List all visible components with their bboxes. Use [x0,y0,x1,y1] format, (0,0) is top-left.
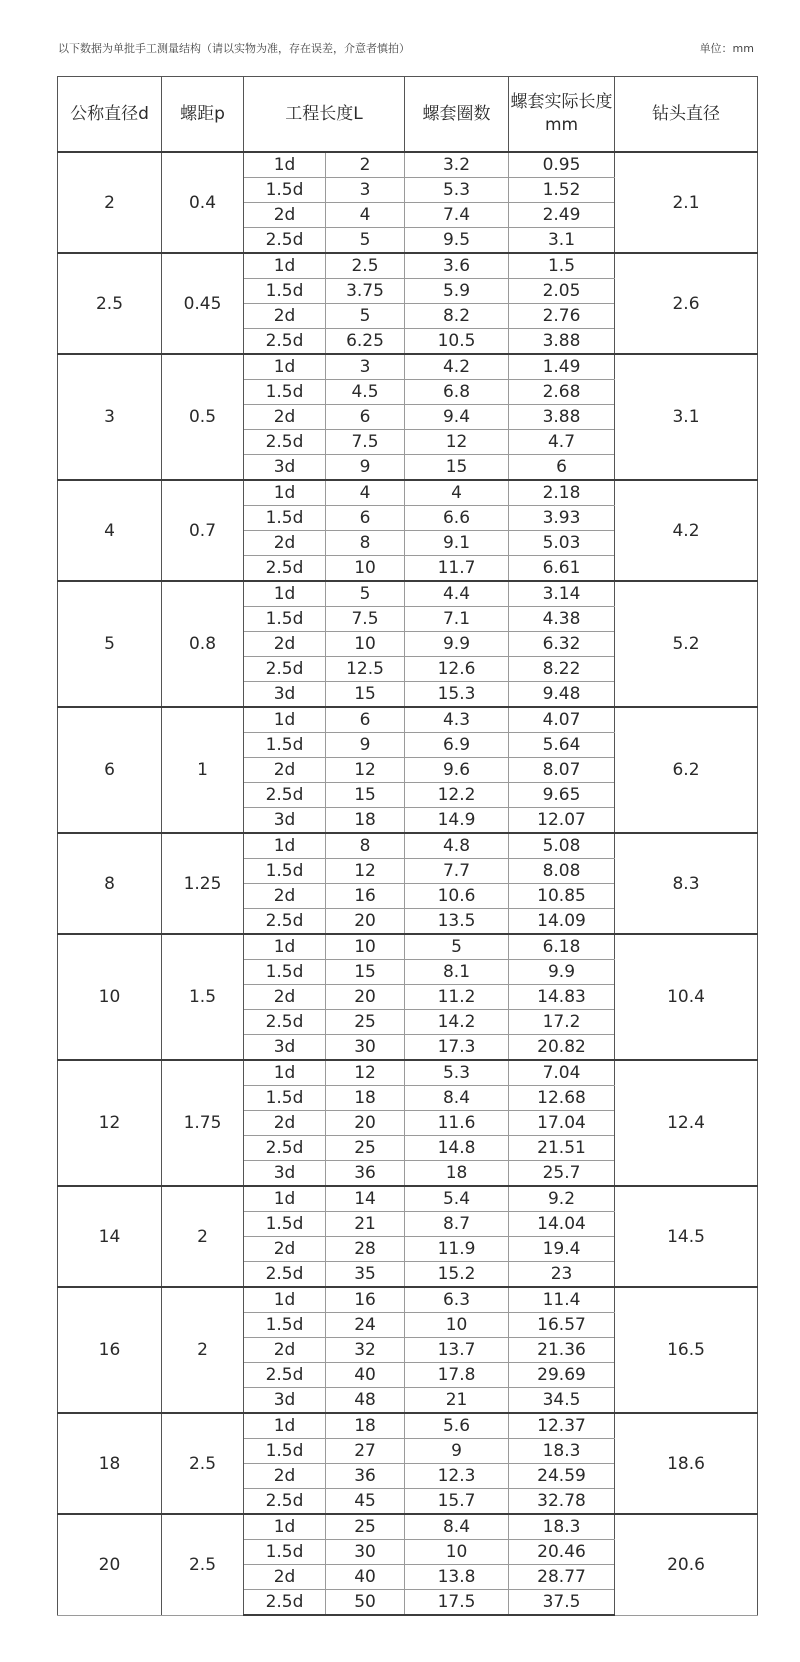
engineering-length-cell: 25 [326,1136,405,1161]
engineering-length-cell: 14 [326,1186,405,1212]
actual-length-cell: 24.59 [509,1464,615,1489]
actual-length-cell: 16.57 [509,1313,615,1338]
table-row [58,480,758,506]
actual-length-cell: 9.9 [509,960,615,985]
drill-diameter-cell: 20.6 [615,1514,758,1615]
length-multiple-cell: 3d [244,1035,326,1061]
coil-count-cell: 7.1 [405,607,509,632]
actual-length-cell: 9.2 [509,1186,615,1212]
engineering-length-cell: 35 [326,1262,405,1288]
pitch-cell: 2 [162,1287,244,1413]
actual-length-cell: 5.64 [509,733,615,758]
coil-count-cell: 13.8 [405,1565,509,1590]
length-multiple-cell: 1d [244,1060,326,1086]
coil-count-cell: 9.5 [405,228,509,254]
coil-count-cell: 10.5 [405,329,509,355]
engineering-length-cell: 3.75 [326,279,405,304]
coil-count-cell: 18 [405,1161,509,1187]
actual-length-cell: 5.03 [509,531,615,556]
length-multiple-cell: 3d [244,1388,326,1414]
length-multiple-cell: 1.5d [244,1439,326,1464]
actual-length-cell: 21.51 [509,1136,615,1161]
drill-diameter-cell: 2.1 [615,152,758,253]
coil-count-cell: 15.3 [405,682,509,708]
actual-length-cell: 20.82 [509,1035,615,1061]
engineering-length-cell: 40 [326,1565,405,1590]
pitch-cell: 1.5 [162,934,244,1060]
actual-length-cell: 1.52 [509,178,615,203]
coil-count-cell: 15 [405,455,509,481]
table-row [58,1413,758,1439]
header-coil-count: 螺套圈数 [405,77,509,153]
length-multiple-cell: 2d [244,1565,326,1590]
actual-length-cell: 6 [509,455,615,481]
engineering-length-cell: 2.5 [326,253,405,279]
pitch-cell: 0.4 [162,152,244,253]
length-multiple-cell: 1d [244,1287,326,1313]
coil-count-cell: 9.4 [405,405,509,430]
pitch-cell: 2.5 [162,1514,244,1615]
actual-length-cell: 29.69 [509,1363,615,1388]
engineering-length-cell: 10 [326,934,405,960]
length-multiple-cell: 1.5d [244,506,326,531]
coil-count-cell: 12.3 [405,1464,509,1489]
nominal-diameter-cell: 2 [58,152,162,253]
drill-diameter-cell: 6.2 [615,707,758,833]
coil-count-cell: 4.3 [405,707,509,733]
engineering-length-cell: 40 [326,1363,405,1388]
drill-diameter-cell: 3.1 [615,354,758,480]
coil-count-cell: 6.6 [405,506,509,531]
length-multiple-cell: 1.5d [244,1212,326,1237]
engineering-length-cell: 12 [326,859,405,884]
length-multiple-cell: 1.5d [244,1540,326,1565]
engineering-length-cell: 28 [326,1237,405,1262]
coil-count-cell: 8.7 [405,1212,509,1237]
length-multiple-cell: 2d [244,758,326,783]
length-multiple-cell: 2.5d [244,329,326,355]
actual-length-cell: 4.38 [509,607,615,632]
header-drill-diameter: 钻头直径 [615,77,758,153]
table-row [58,581,758,607]
actual-length-cell: 3.93 [509,506,615,531]
length-multiple-cell: 1.5d [244,607,326,632]
actual-length-cell: 6.61 [509,556,615,582]
engineering-length-cell: 18 [326,808,405,834]
actual-length-cell: 14.09 [509,909,615,935]
length-multiple-cell: 1d [244,1514,326,1540]
actual-length-cell: 37.5 [509,1590,615,1616]
actual-length-cell: 11.4 [509,1287,615,1313]
engineering-length-cell: 6 [326,405,405,430]
length-multiple-cell: 2.5d [244,1590,326,1616]
engineering-length-cell: 4.5 [326,380,405,405]
coil-count-cell: 5.9 [405,279,509,304]
actual-length-cell: 3.1 [509,228,615,254]
engineering-length-cell: 8 [326,531,405,556]
length-multiple-cell: 3d [244,682,326,708]
length-multiple-cell: 3d [244,455,326,481]
actual-length-cell: 1.5 [509,253,615,279]
engineering-length-cell: 9 [326,455,405,481]
engineering-length-cell: 5 [326,581,405,607]
coil-count-cell: 5.6 [405,1413,509,1439]
coil-count-cell: 17.8 [405,1363,509,1388]
coil-count-cell: 10 [405,1540,509,1565]
actual-length-cell: 8.08 [509,859,615,884]
coil-count-cell: 8.4 [405,1086,509,1111]
engineering-length-cell: 6 [326,506,405,531]
coil-count-cell: 17.3 [405,1035,509,1061]
nominal-diameter-cell: 10 [58,934,162,1060]
coil-count-cell: 3.6 [405,253,509,279]
drill-diameter-cell: 12.4 [615,1060,758,1186]
pitch-cell: 0.45 [162,253,244,354]
actual-length-cell: 8.07 [509,758,615,783]
header-actual-length: 螺套实际长度mm [509,77,615,153]
actual-length-cell: 17.04 [509,1111,615,1136]
length-multiple-cell: 2.5d [244,783,326,808]
engineering-length-cell: 18 [326,1086,405,1111]
length-multiple-cell: 2.5d [244,1489,326,1515]
table-row [58,707,758,733]
engineering-length-cell: 24 [326,1313,405,1338]
engineering-length-cell: 16 [326,884,405,909]
table-row [58,1060,758,1086]
length-multiple-cell: 3d [244,808,326,834]
pitch-cell: 1.75 [162,1060,244,1186]
drill-diameter-cell: 2.6 [615,253,758,354]
length-multiple-cell: 2.5d [244,909,326,935]
actual-length-cell: 1.49 [509,354,615,380]
length-multiple-cell: 1d [244,354,326,380]
engineering-length-cell: 15 [326,682,405,708]
actual-length-cell: 2.18 [509,480,615,506]
engineering-length-cell: 7.5 [326,607,405,632]
coil-count-cell: 7.4 [405,203,509,228]
drill-diameter-cell: 16.5 [615,1287,758,1413]
table-row [58,1287,758,1313]
engineering-length-cell: 25 [326,1514,405,1540]
actual-length-cell: 23 [509,1262,615,1288]
length-multiple-cell: 2d [244,884,326,909]
engineering-length-cell: 4 [326,480,405,506]
engineering-length-cell: 15 [326,783,405,808]
actual-length-cell: 34.5 [509,1388,615,1414]
engineering-length-cell: 30 [326,1035,405,1061]
actual-length-cell: 6.32 [509,632,615,657]
actual-length-cell: 9.65 [509,783,615,808]
actual-length-cell: 10.85 [509,884,615,909]
nominal-diameter-cell: 8 [58,833,162,934]
length-multiple-cell: 1d [244,833,326,859]
pitch-cell: 1.25 [162,833,244,934]
coil-count-cell: 14.2 [405,1010,509,1035]
engineering-length-cell: 6 [326,707,405,733]
actual-length-cell: 4.07 [509,707,615,733]
pitch-cell: 2.5 [162,1413,244,1514]
length-multiple-cell: 2.5d [244,430,326,455]
spec-table [57,76,758,1616]
drill-diameter-cell: 10.4 [615,934,758,1060]
engineering-length-cell: 18 [326,1413,405,1439]
actual-length-cell: 17.2 [509,1010,615,1035]
actual-length-cell: 12.68 [509,1086,615,1111]
coil-count-cell: 11.9 [405,1237,509,1262]
length-multiple-cell: 2d [244,304,326,329]
actual-length-cell: 12.07 [509,808,615,834]
table-row [58,833,758,859]
length-multiple-cell: 2d [244,1464,326,1489]
actual-length-cell: 2.68 [509,380,615,405]
engineering-length-cell: 3 [326,354,405,380]
coil-count-cell: 12 [405,430,509,455]
length-multiple-cell: 1.5d [244,859,326,884]
engineering-length-cell: 30 [326,1540,405,1565]
pitch-cell: 1 [162,707,244,833]
actual-length-cell: 6.18 [509,934,615,960]
engineering-length-cell: 10 [326,556,405,582]
engineering-length-cell: 32 [326,1338,405,1363]
table-row [58,253,758,279]
nominal-diameter-cell: 2.5 [58,253,162,354]
actual-length-cell: 4.7 [509,430,615,455]
length-multiple-cell: 1d [244,1186,326,1212]
coil-count-cell: 9.9 [405,632,509,657]
length-multiple-cell: 2.5d [244,1010,326,1035]
coil-count-cell: 11.2 [405,985,509,1010]
length-multiple-cell: 2d [244,405,326,430]
length-multiple-cell: 1d [244,1413,326,1439]
drill-diameter-cell: 18.6 [615,1413,758,1514]
engineering-length-cell: 16 [326,1287,405,1313]
nominal-diameter-cell: 18 [58,1413,162,1514]
coil-count-cell: 8.1 [405,960,509,985]
coil-count-cell: 8.2 [405,304,509,329]
coil-count-cell: 15.2 [405,1262,509,1288]
unit-label: 单位：mm [699,42,754,55]
engineering-length-cell: 50 [326,1590,405,1616]
nominal-diameter-cell: 6 [58,707,162,833]
actual-length-cell: 8.22 [509,657,615,682]
engineering-length-cell: 36 [326,1464,405,1489]
engineering-length-cell: 27 [326,1439,405,1464]
engineering-length-cell: 5 [326,304,405,329]
coil-count-cell: 14.9 [405,808,509,834]
actual-length-cell: 7.04 [509,1060,615,1086]
length-multiple-cell: 2d [244,531,326,556]
length-multiple-cell: 1.5d [244,733,326,758]
drill-diameter-cell: 4.2 [615,480,758,581]
nominal-diameter-cell: 20 [58,1514,162,1615]
header-nominal-diameter: 公称直径d [58,77,162,153]
measurement-note: 以下数据为单批手工测量结构（请以实物为准，存在误差，介意者慎拍） [58,42,410,55]
engineering-length-cell: 2 [326,152,405,178]
nominal-diameter-cell: 12 [58,1060,162,1186]
length-multiple-cell: 1.5d [244,960,326,985]
engineering-length-cell: 12.5 [326,657,405,682]
engineering-length-cell: 9 [326,733,405,758]
length-multiple-cell: 2.5d [244,657,326,682]
length-multiple-cell: 1.5d [244,1086,326,1111]
length-multiple-cell: 1d [244,152,326,178]
drill-diameter-cell: 5.2 [615,581,758,707]
actual-length-cell: 21.36 [509,1338,615,1363]
length-multiple-cell: 2d [244,985,326,1010]
coil-count-cell: 11.6 [405,1111,509,1136]
pitch-cell: 0.7 [162,480,244,581]
engineering-length-cell: 25 [326,1010,405,1035]
length-multiple-cell: 2d [244,1237,326,1262]
table-row [58,934,758,960]
actual-length-cell: 2.76 [509,304,615,329]
actual-length-cell: 25.7 [509,1161,615,1187]
engineering-length-cell: 36 [326,1161,405,1187]
engineering-length-cell: 20 [326,985,405,1010]
actual-length-cell: 20.46 [509,1540,615,1565]
coil-count-cell: 12.6 [405,657,509,682]
drill-diameter-cell: 8.3 [615,833,758,934]
length-multiple-cell: 2.5d [244,1262,326,1288]
actual-length-cell: 19.4 [509,1237,615,1262]
length-multiple-cell: 2.5d [244,1363,326,1388]
actual-length-cell: 3.88 [509,329,615,355]
coil-count-cell: 5.3 [405,178,509,203]
actual-length-cell: 3.14 [509,581,615,607]
coil-count-cell: 21 [405,1388,509,1414]
coil-count-cell: 11.7 [405,556,509,582]
actual-length-cell: 14.83 [509,985,615,1010]
coil-count-cell: 9.1 [405,531,509,556]
length-multiple-cell: 1.5d [244,279,326,304]
length-multiple-cell: 2.5d [244,1136,326,1161]
coil-count-cell: 5.3 [405,1060,509,1086]
length-multiple-cell: 1.5d [244,178,326,203]
coil-count-cell: 13.5 [405,909,509,935]
engineering-length-cell: 3 [326,178,405,203]
nominal-diameter-cell: 5 [58,581,162,707]
engineering-length-cell: 5 [326,228,405,254]
table-row [58,1514,758,1540]
length-multiple-cell: 2.5d [244,228,326,254]
actual-length-cell: 14.04 [509,1212,615,1237]
actual-length-cell: 28.77 [509,1565,615,1590]
nominal-diameter-cell: 14 [58,1186,162,1287]
actual-length-cell: 2.05 [509,279,615,304]
coil-count-cell: 4 [405,480,509,506]
length-multiple-cell: 1d [244,253,326,279]
coil-count-cell: 12.2 [405,783,509,808]
header-engineering-length: 工程长度L [244,77,405,153]
length-multiple-cell: 1d [244,707,326,733]
actual-length-cell: 9.48 [509,682,615,708]
engineering-length-cell: 12 [326,1060,405,1086]
length-multiple-cell: 1d [244,480,326,506]
engineering-length-cell: 45 [326,1489,405,1515]
actual-length-cell: 2.49 [509,203,615,228]
coil-count-cell: 17.5 [405,1590,509,1616]
engineering-length-cell: 8 [326,833,405,859]
nominal-diameter-cell: 16 [58,1287,162,1413]
length-multiple-cell: 1d [244,934,326,960]
coil-count-cell: 4.4 [405,581,509,607]
coil-count-cell: 9 [405,1439,509,1464]
coil-count-cell: 10 [405,1313,509,1338]
header-pitch: 螺距p [162,77,244,153]
actual-length-cell: 0.95 [509,152,615,178]
length-multiple-cell: 1.5d [244,1313,326,1338]
coil-count-cell: 10.6 [405,884,509,909]
engineering-length-cell: 48 [326,1388,405,1414]
length-multiple-cell: 3d [244,1161,326,1187]
length-multiple-cell: 2d [244,1338,326,1363]
nominal-diameter-cell: 3 [58,354,162,480]
actual-length-cell: 18.3 [509,1439,615,1464]
engineering-length-cell: 12 [326,758,405,783]
pitch-cell: 0.8 [162,581,244,707]
drill-diameter-cell: 14.5 [615,1186,758,1287]
table-row [58,1186,758,1212]
coil-count-cell: 6.8 [405,380,509,405]
coil-count-cell: 5 [405,934,509,960]
coil-count-cell: 8.4 [405,1514,509,1540]
engineering-length-cell: 15 [326,960,405,985]
coil-count-cell: 6.3 [405,1287,509,1313]
engineering-length-cell: 20 [326,1111,405,1136]
coil-count-cell: 15.7 [405,1489,509,1515]
pitch-cell: 2 [162,1186,244,1287]
actual-length-cell: 18.3 [509,1514,615,1540]
engineering-length-cell: 4 [326,203,405,228]
coil-count-cell: 4.8 [405,833,509,859]
length-multiple-cell: 2.5d [244,556,326,582]
coil-count-cell: 9.6 [405,758,509,783]
engineering-length-cell: 6.25 [326,329,405,355]
actual-length-cell: 5.08 [509,833,615,859]
length-multiple-cell: 2d [244,1111,326,1136]
coil-count-cell: 14.8 [405,1136,509,1161]
coil-count-cell: 5.4 [405,1186,509,1212]
coil-count-cell: 4.2 [405,354,509,380]
length-multiple-cell: 1d [244,581,326,607]
length-multiple-cell: 2d [244,632,326,657]
coil-count-cell: 3.2 [405,152,509,178]
spec-body [58,152,758,1615]
actual-length-cell: 12.37 [509,1413,615,1439]
length-multiple-cell: 2d [244,203,326,228]
nominal-diameter-cell: 4 [58,480,162,581]
coil-count-cell: 7.7 [405,859,509,884]
table-row [58,354,758,380]
coil-count-cell: 6.9 [405,733,509,758]
length-multiple-cell: 1.5d [244,380,326,405]
table-row [58,152,758,178]
engineering-length-cell: 10 [326,632,405,657]
coil-count-cell: 13.7 [405,1338,509,1363]
header-row [58,77,758,153]
engineering-length-cell: 20 [326,909,405,935]
engineering-length-cell: 7.5 [326,430,405,455]
pitch-cell: 0.5 [162,354,244,480]
actual-length-cell: 32.78 [509,1489,615,1515]
actual-length-cell: 3.88 [509,405,615,430]
engineering-length-cell: 21 [326,1212,405,1237]
